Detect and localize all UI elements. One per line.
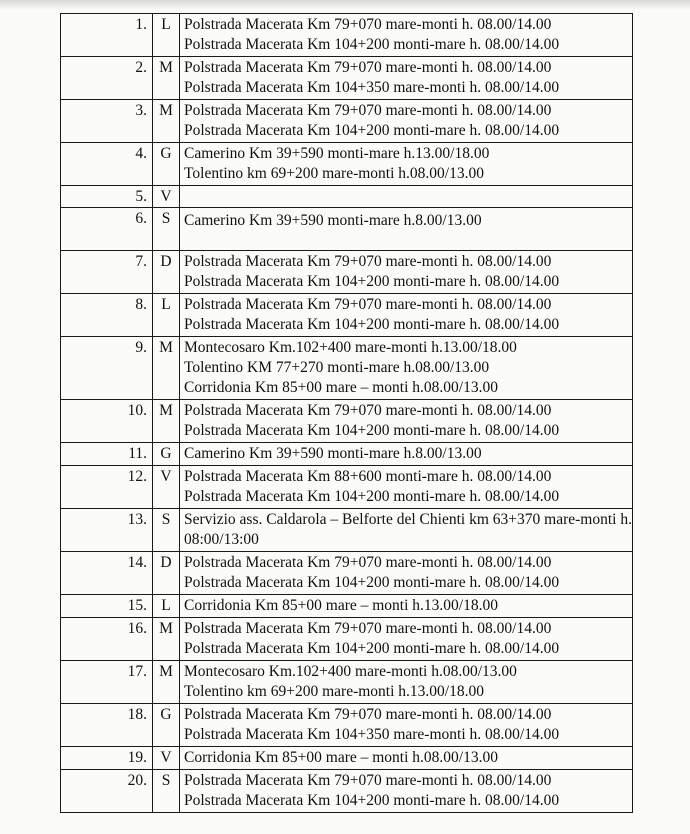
checkpoint-line: Polstrada Macerata Km 88+600 monti-mare h. 08.00/14.00 — [184, 468, 552, 485]
table-row — [61, 14, 633, 57]
checkpoint-line: Polstrada Macerata Km 79+070 mare-monti h. 08.00/14.00 — [184, 772, 552, 789]
day-number: 20. — [61, 770, 153, 813]
checkpoint-description — [180, 14, 633, 57]
table-row — [61, 595, 633, 618]
checkpoint-line: Polstrada Macerata Km 104+200 monti-mare h. 08.00/14.00 — [184, 273, 560, 290]
weekday-letter: M — [153, 100, 180, 143]
day-number: 4. — [61, 143, 153, 186]
weekday-letter: V — [153, 186, 180, 208]
day-number: 14. — [61, 552, 153, 595]
checkpoint-description — [180, 595, 633, 618]
table-row — [61, 337, 633, 400]
checkpoint-description — [180, 509, 633, 552]
day-number: 16. — [61, 618, 153, 661]
table-row — [61, 208, 633, 251]
table-row — [61, 443, 633, 466]
checkpoint-description — [180, 443, 633, 466]
checkpoint-line: Polstrada Macerata Km 104+200 monti-mare h. 08.00/14.00 — [184, 122, 560, 139]
table-row — [61, 618, 633, 661]
day-number: 11. — [61, 443, 153, 466]
weekday-letter: S — [153, 208, 180, 251]
table-row — [61, 251, 633, 294]
checkpoint-description — [180, 294, 633, 337]
checkpoint-description — [180, 747, 633, 770]
table-row — [61, 57, 633, 100]
checkpoint-line: Montecosaro Km.102+400 mare-monti h.13.00/18.00 — [184, 339, 517, 356]
schedule-table-body — [61, 14, 633, 813]
day-number: 5. — [61, 186, 153, 208]
weekday-letter: L — [153, 294, 180, 337]
table-row — [61, 100, 633, 143]
weekday-letter: S — [153, 770, 180, 813]
checkpoint-line: Polstrada Macerata Km 79+070 mare-monti h. 08.00/14.00 — [184, 59, 552, 76]
checkpoint-line: Polstrada Macerata Km 104+200 monti-mare h. 08.00/14.00 — [184, 574, 560, 591]
checkpoint-line: Camerino Km 39+590 monti-mare h.8.00/13.00 — [184, 212, 482, 229]
day-number: 15. — [61, 595, 153, 618]
weekday-letter: S — [153, 509, 180, 552]
checkpoint-line: Polstrada Macerata Km 104+200 monti-mare h. 08.00/14.00 — [184, 792, 560, 809]
weekday-letter: M — [153, 661, 180, 704]
day-number: 8. — [61, 294, 153, 337]
day-number: 17. — [61, 661, 153, 704]
table-row — [61, 770, 633, 813]
checkpoint-line: Tolentino km 69+200 mare-monti h.13.00/18.00 — [184, 683, 484, 700]
checkpoint-line: Polstrada Macerata Km 79+070 mare-monti h. 08.00/14.00 — [184, 402, 552, 419]
table-row — [61, 552, 633, 595]
day-number: 18. — [61, 704, 153, 747]
checkpoint-line: Polstrada Macerata Km 104+350 mare-monti h. 08.00/14.00 — [184, 726, 560, 743]
day-number: 7. — [61, 251, 153, 294]
checkpoint-line: Polstrada Macerata Km 104+200 monti-mare h. 08.00/14.00 — [184, 36, 560, 53]
checkpoint-description — [180, 208, 633, 251]
checkpoint-line: Polstrada Macerata Km 104+200 monti-mare h. 08.00/14.00 — [184, 422, 560, 439]
day-number: 10. — [61, 400, 153, 443]
checkpoint-line: Polstrada Macerata Km 79+070 mare-monti h. 08.00/14.00 — [184, 296, 552, 313]
weekday-letter: D — [153, 552, 180, 595]
table-row — [61, 509, 633, 552]
checkpoint-description — [180, 143, 633, 186]
day-number: 13. — [61, 509, 153, 552]
weekday-letter: L — [153, 14, 180, 57]
weekday-letter: D — [153, 251, 180, 294]
day-number: 1. — [61, 14, 153, 57]
schedule-table — [60, 13, 633, 813]
checkpoint-description — [180, 770, 633, 813]
day-number: 2. — [61, 57, 153, 100]
checkpoint-description — [180, 704, 633, 747]
table-row — [61, 466, 633, 509]
checkpoint-line: Servizio ass. Caldarola – Belforte del Chienti km 63+370 mare-monti h. 08:00/13:00 — [184, 511, 632, 548]
checkpoint-description — [180, 466, 633, 509]
checkpoint-line: Polstrada Macerata Km 79+070 mare-monti h. 08.00/14.00 — [184, 102, 552, 119]
table-row — [61, 294, 633, 337]
day-number: 9. — [61, 337, 153, 400]
checkpoint-description — [180, 100, 633, 143]
checkpoint-line: Tolentino KM 77+270 monti-mare h.08.00/13.00 — [184, 359, 490, 376]
weekday-letter: G — [153, 143, 180, 186]
weekday-letter: M — [153, 400, 180, 443]
day-number: 6. — [61, 208, 153, 251]
checkpoint-line: Camerino Km 39+590 monti-mare h.8.00/13.00 — [184, 445, 482, 462]
weekday-letter: V — [153, 466, 180, 509]
checkpoint-line: Polstrada Macerata Km 104+200 monti-mare h. 08.00/14.00 — [184, 316, 560, 333]
weekday-letter: M — [153, 337, 180, 400]
weekday-letter: M — [153, 57, 180, 100]
checkpoint-line: Corridonia Km 85+00 mare – monti h.13.00/18.00 — [184, 597, 498, 614]
checkpoint-line: Tolentino km 69+200 mare-monti h.08.00/13.00 — [184, 165, 484, 182]
weekday-letter: V — [153, 747, 180, 770]
checkpoint-line: Polstrada Macerata Km 79+070 mare-monti h. 08.00/14.00 — [184, 554, 552, 571]
checkpoint-line: Polstrada Macerata Km 104+200 monti-mare h. 08.00/14.00 — [184, 640, 560, 657]
day-number: 12. — [61, 466, 153, 509]
scan-edge-shadow — [0, 0, 690, 10]
day-number: 19. — [61, 747, 153, 770]
checkpoint-line: Corridonia Km 85+00 mare – monti h.08.00/13.00 — [184, 379, 498, 396]
day-number: 3. — [61, 100, 153, 143]
checkpoint-description — [180, 552, 633, 595]
table-row — [61, 143, 633, 186]
checkpoint-line: Montecosaro Km.102+400 mare-monti h.08.00/13.00 — [184, 663, 517, 680]
checkpoint-line: Polstrada Macerata Km 104+350 mare-monti h. 08.00/14.00 — [184, 79, 560, 96]
weekday-letter: G — [153, 443, 180, 466]
checkpoint-description — [180, 251, 633, 294]
table-row — [61, 400, 633, 443]
checkpoint-line: Polstrada Macerata Km 79+070 mare-monti h. 08.00/14.00 — [184, 253, 552, 270]
checkpoint-line: Corridonia Km 85+00 mare – monti h.08.00/13.00 — [184, 749, 498, 766]
weekday-letter: M — [153, 618, 180, 661]
checkpoint-line: Camerino Km 39+590 monti-mare h.13.00/18.00 — [184, 145, 490, 162]
checkpoint-description — [180, 337, 633, 400]
table-row — [61, 661, 633, 704]
checkpoint-description — [180, 186, 633, 208]
checkpoint-line: Polstrada Macerata Km 104+200 monti-mare h. 08.00/14.00 — [184, 488, 560, 505]
checkpoint-description — [180, 618, 633, 661]
weekday-letter: L — [153, 595, 180, 618]
checkpoint-description — [180, 57, 633, 100]
checkpoint-line: Polstrada Macerata Km 79+070 mare-monti h. 08.00/14.00 — [184, 620, 552, 637]
checkpoint-description — [180, 400, 633, 443]
table-row — [61, 186, 633, 208]
table-row — [61, 704, 633, 747]
checkpoint-description — [180, 661, 633, 704]
checkpoint-line: Polstrada Macerata Km 79+070 mare-monti h. 08.00/14.00 — [184, 16, 552, 33]
table-row — [61, 747, 633, 770]
weekday-letter: G — [153, 704, 180, 747]
checkpoint-line: Polstrada Macerata Km 79+070 mare-monti h. 08.00/14.00 — [184, 706, 552, 723]
